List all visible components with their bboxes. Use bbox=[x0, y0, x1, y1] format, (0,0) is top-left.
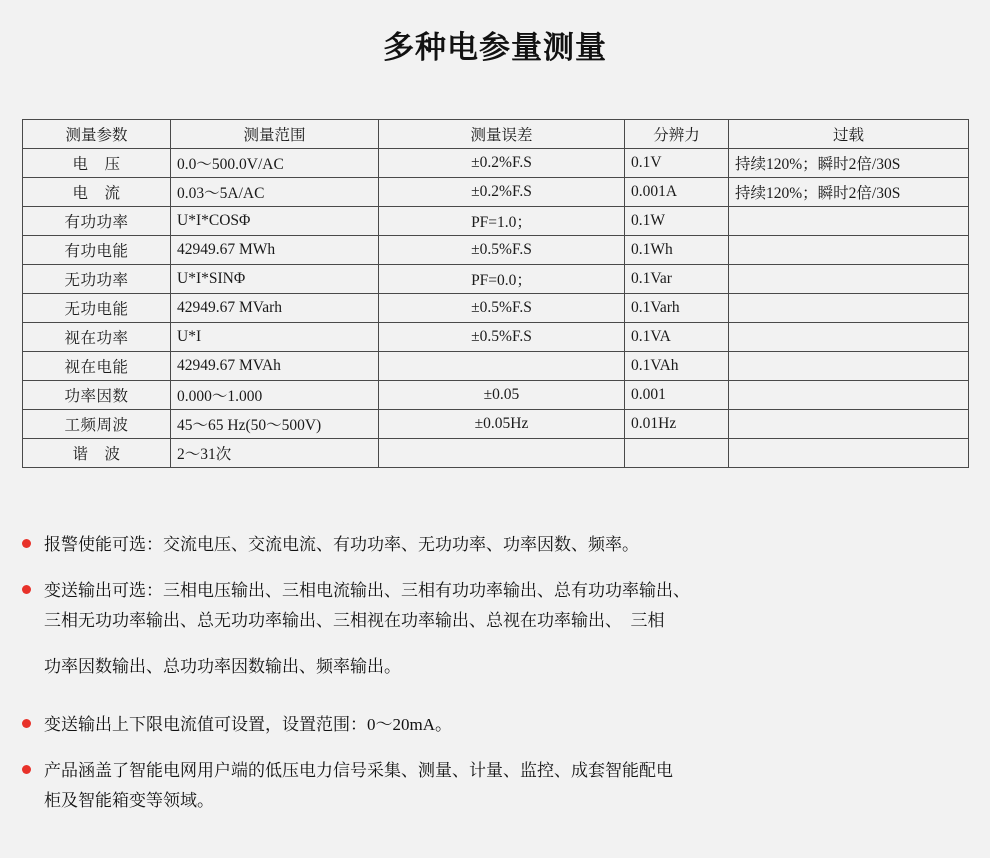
cell-resolution bbox=[625, 439, 729, 468]
note-text-line3: 功率因数输出、总功功率因数输出、频率输出。 bbox=[44, 657, 401, 676]
bullet-icon bbox=[22, 765, 31, 774]
cell-overload bbox=[729, 265, 969, 294]
cell-range: 0.0～500.0V/AC bbox=[171, 149, 379, 178]
table-row bbox=[23, 236, 969, 265]
cell-resolution: 0.1VAh bbox=[625, 352, 729, 381]
table-row bbox=[23, 178, 969, 207]
cell-resolution: 0.1Wh bbox=[625, 236, 729, 265]
note-text: 产品涵盖了智能电网用户端的低压电力信号采集、测量、计量、监控、成套智能配电 bbox=[44, 761, 673, 780]
cell-resolution: 0.001 bbox=[625, 381, 729, 410]
cell-range: 45～65 Hz(50～500V) bbox=[171, 410, 379, 439]
cell-overload bbox=[729, 323, 969, 352]
cell-error: PF=0.0； bbox=[379, 265, 625, 294]
cell-error: ±0.05Hz bbox=[379, 410, 625, 439]
note-text: 报警使能可选：交流电压、交流电流、有功功率、无功功率、功率因数、频率。 bbox=[44, 535, 639, 554]
cell-overload bbox=[729, 381, 969, 410]
cell-param: 视在电能 bbox=[23, 352, 171, 381]
cell-error: ±0.05 bbox=[379, 381, 625, 410]
bullet-icon bbox=[22, 585, 31, 594]
cell-error: ±0.5%F.S bbox=[379, 236, 625, 265]
spec-table-container bbox=[22, 119, 968, 468]
cell-error: ±0.2%F.S bbox=[379, 149, 625, 178]
cell-range: U*I*SINΦ bbox=[171, 265, 379, 294]
column-header-overload: 过载 bbox=[729, 120, 969, 149]
table-row bbox=[23, 410, 969, 439]
cell-range: 2～31次 bbox=[171, 439, 379, 468]
cell-param: 工频周波 bbox=[23, 410, 171, 439]
table-row bbox=[23, 381, 969, 410]
cell-resolution: 0.1V bbox=[625, 149, 729, 178]
cell-range: U*I bbox=[171, 323, 379, 352]
column-header-error: 测量误差 bbox=[379, 120, 625, 149]
cell-overload bbox=[729, 352, 969, 381]
cell-overload: 持续120%；瞬时2倍/30S bbox=[729, 178, 969, 207]
table-row bbox=[23, 265, 969, 294]
measurement-spec-table bbox=[22, 119, 969, 468]
cell-overload bbox=[729, 207, 969, 236]
cell-range: U*I*COSΦ bbox=[171, 207, 379, 236]
list-item bbox=[44, 710, 956, 740]
cell-error: ±0.5%F.S bbox=[379, 294, 625, 323]
cell-resolution: 0.001A bbox=[625, 178, 729, 207]
cell-param: 无功电能 bbox=[23, 294, 171, 323]
cell-range: 42949.67 MWh bbox=[171, 236, 379, 265]
table-row bbox=[23, 439, 969, 468]
note-text-line2: 柜及智能箱变等领域。 bbox=[44, 791, 214, 810]
cell-resolution: 0.01Hz bbox=[625, 410, 729, 439]
list-item bbox=[44, 576, 956, 682]
cell-resolution: 0.1W bbox=[625, 207, 729, 236]
column-header-param: 测量参数 bbox=[23, 120, 171, 149]
cell-param: 电 压 bbox=[23, 149, 171, 178]
table-row bbox=[23, 207, 969, 236]
cell-error: ±0.5%F.S bbox=[379, 323, 625, 352]
cell-param: 电 流 bbox=[23, 178, 171, 207]
cell-range: 42949.67 MVAh bbox=[171, 352, 379, 381]
table-row bbox=[23, 323, 969, 352]
table-row bbox=[23, 294, 969, 323]
cell-param: 功率因数 bbox=[23, 381, 171, 410]
list-item bbox=[44, 756, 956, 816]
cell-param: 谐 波 bbox=[23, 439, 171, 468]
cell-overload bbox=[729, 294, 969, 323]
cell-overload bbox=[729, 410, 969, 439]
note-text-line2: 三相无功功率输出、总无功功率输出、三相视在功率输出、总视在功率输出、 三相 bbox=[44, 611, 665, 630]
table-header-row bbox=[23, 120, 969, 149]
cell-error: PF=1.0； bbox=[379, 207, 625, 236]
table-row bbox=[23, 352, 969, 381]
cell-range: 0.03～5A/AC bbox=[171, 178, 379, 207]
cell-error: ±0.2%F.S bbox=[379, 178, 625, 207]
cell-resolution: 0.1Var bbox=[625, 265, 729, 294]
notes-list bbox=[0, 530, 990, 816]
cell-overload bbox=[729, 439, 969, 468]
bullet-icon bbox=[22, 719, 31, 728]
cell-range: 0.000～1.000 bbox=[171, 381, 379, 410]
note-text: 变送输出可选：三相电压输出、三相电流输出、三相有功功率输出、总有功功率输出、 bbox=[44, 581, 690, 600]
cell-range: 42949.67 MVarh bbox=[171, 294, 379, 323]
page-title: 多种电参量测量 bbox=[383, 30, 607, 65]
cell-overload: 持续120%；瞬时2倍/30S bbox=[729, 149, 969, 178]
cell-resolution: 0.1Varh bbox=[625, 294, 729, 323]
bullet-icon bbox=[22, 539, 31, 548]
cell-param: 无功功率 bbox=[23, 265, 171, 294]
table-row bbox=[23, 149, 969, 178]
list-item bbox=[44, 530, 956, 560]
column-header-resolution: 分辨力 bbox=[625, 120, 729, 149]
cell-param: 视在功率 bbox=[23, 323, 171, 352]
cell-error bbox=[379, 352, 625, 381]
column-header-range: 测量范围 bbox=[171, 120, 379, 149]
cell-resolution: 0.1VA bbox=[625, 323, 729, 352]
cell-param: 有功功率 bbox=[23, 207, 171, 236]
cell-error bbox=[379, 439, 625, 468]
cell-overload bbox=[729, 236, 969, 265]
note-text: 变送输出上下限电流值可设置，设置范围：0～20mA。 bbox=[44, 715, 452, 734]
cell-param: 有功电能 bbox=[23, 236, 171, 265]
